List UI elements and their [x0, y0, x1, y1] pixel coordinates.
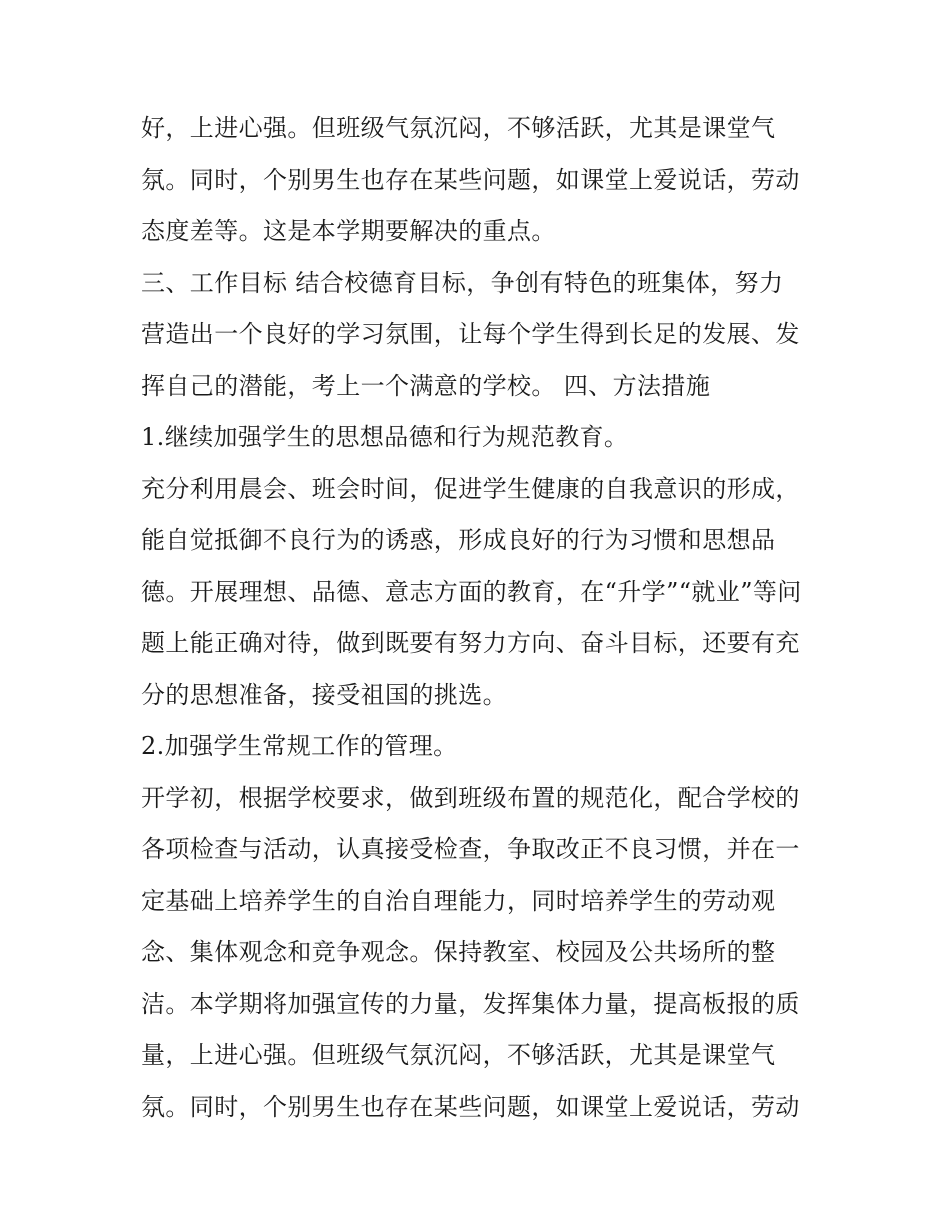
- text-line: 分的思想准备，接受祖国的挑选。: [141, 680, 507, 709]
- text-line: 量，上进心强。但班级气氛沉闷，不够活跃，尤其是课堂气: [141, 1041, 776, 1069]
- text-line: 态度差等。这是本学期要解决的重点。: [141, 217, 556, 245]
- text-line: 氛。同时，个别男生也存在某些问题，如课堂上爱说话，劳动: [141, 1092, 800, 1121]
- text-line: 好，上进心强。但班级气氛沉闷，不够活跃，尤其是课堂气: [141, 114, 776, 142]
- text-line: 题上能正确对待，做到既要有努力方向、奋斗目标，还要有充: [141, 629, 800, 657]
- text-line: 能自觉抵御不良行为的诱惑，形成良好的行为习惯和思想品: [141, 526, 776, 554]
- text-line: 念、集体观念和竞争观念。保持教室、校园及公共场所的整: [141, 938, 776, 966]
- text-line: 开学初，根据学校要求，做到班级布置的规范化，配合学校的: [141, 783, 800, 812]
- text-line: 充分利用晨会、班会时间，促进学生健康的自我意识的形成，: [141, 474, 800, 503]
- item-heading-line: 1.继续加强学生的思想品德和行为规范教育。: [141, 423, 629, 451]
- text-line: 洁。本学期将加强宣传的力量，发挥集体力量，提高板报的质: [141, 989, 800, 1018]
- item-heading-line: 2.加强学生常规工作的管理。: [141, 732, 458, 760]
- text-line: 挥自己的潜能，考上一个满意的学校。 四、方法措施: [141, 371, 711, 400]
- section-heading-line: 三、工作目标 结合校德育目标，争创有特色的班集体，努力: [141, 268, 784, 297]
- text-line: 氛。同时，个别男生也存在某些问题，如课堂上爱说话，劳动: [141, 165, 800, 194]
- text-line: 各项检查与活动，认真接受检查，争取改正不良习惯，并在一: [141, 835, 800, 863]
- text-line: 定基础上培养学生的自治自理能力，同时培养学生的劳动观: [141, 886, 776, 915]
- text-line: 营造出一个良好的学习氛围，让每个学生得到长足的发展、发: [141, 320, 800, 348]
- body-text: [141, 103, 821, 1133]
- text-line: 德。开展理想、品德、意志方面的教育，在“升学”“就业”等问: [141, 577, 802, 606]
